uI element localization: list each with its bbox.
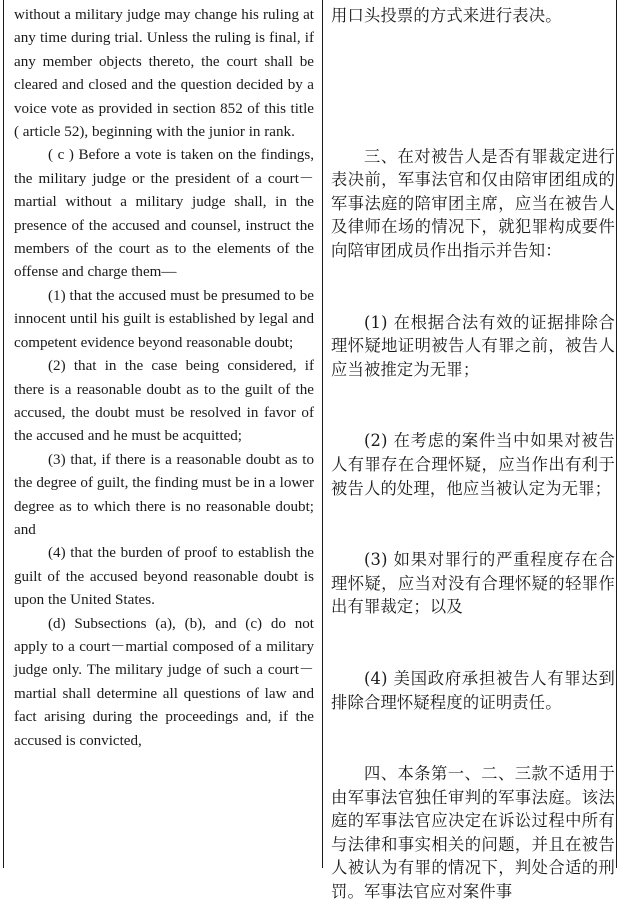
en-paragraph-item-4: (4) that the burden of proof to establish the guilt of the accused beyond reasonable doubt is upon the United States. xyxy=(14,545,314,609)
zh-paragraph-item-2: (2) 在考虑的案件当中如果对被告人有罪存在合理怀疑，应当作出有利于被告人的处理，他应当被认定为无罪； xyxy=(331,431,615,498)
en-paragraph-item-1: (1) that the accused must be presumed to be innocent until his guilt is established by legal and competent evidence beyond reasonable doubt; xyxy=(14,287,314,351)
column-divider xyxy=(322,0,323,868)
zh-paragraph-continuation: 用口头投票的方式来进行表决。 xyxy=(331,6,562,25)
en-paragraph-item-2: (2) that in the case being considered, if there is a reasonable doubt as to the guilt of the accused, the doubt must be resolved in favor of the accused and he must be acquitted; xyxy=(14,358,314,445)
zh-paragraph-item-4: (4) 美国政府承担被告人有罪达到排除合理怀疑程度的证明责任。 xyxy=(331,668,615,712)
zh-paragraph-section-3: 三、在对被告人是否有罪裁定进行表决前，军事法官和仅由陪审团组成的军事法庭的陪审团主席，应当在被告人及律师在场的情况下，就犯罪构成要件向陪审团成员作出指示并告知： xyxy=(331,146,615,260)
english-column xyxy=(14,4,314,753)
en-paragraph-subsection-c: ( c ) Before a vote is taken on the findings, the military judge or the president of a court－martial without a military judge shall, in the presence of the accused and counsel, instruct the members of the court as to the elements of the offense and charge them— xyxy=(14,147,314,281)
zh-paragraph-item-3: (3) 如果对罪行的严重程度存在合理怀疑，应当对没有合理怀疑的轻罪作出有罪裁定；以及 xyxy=(331,550,615,617)
zh-paragraph-section-4: 四、本条第一、二、三款不适用于由军事法官独任审判的军事法庭。该法庭的军事法官应决定在诉讼过程中所有与法律和事实相关的问题，并且在被告人被认为有罪的情况下，判处合适的刑罚。军事法官应对案件事 xyxy=(331,764,615,902)
chinese-column xyxy=(331,4,615,904)
en-paragraph-continuation: without a military judge may change his ruling at any time during trial. Unless the ruling is final, if any member objects thereto, the court shall be cleared and closed and the question decided by a voice vote as provided in section 852 of this title ( article 52), beginning with the junior in rank. xyxy=(14,7,314,141)
en-paragraph-subsection-d: (d) Subsections (a), (b), and (c) do not apply to a court－martial composed of a military judge only. The military judge of such a court－martial shall determine all questions of law and fact arising during the proceedings and, if the accused is convicted, xyxy=(14,615,314,749)
zh-paragraph-item-1: (1) 在根据合法有效的证据排除合理怀疑地证明被告人有罪之前，被告人应当被推定为无罪； xyxy=(331,312,615,379)
bilingual-table xyxy=(3,0,617,902)
en-paragraph-item-3: (3) that, if there is a reasonable doubt as to the degree of guilt, the finding must be in a lower degree as to which there is no reasonable doubt; and xyxy=(14,451,314,538)
